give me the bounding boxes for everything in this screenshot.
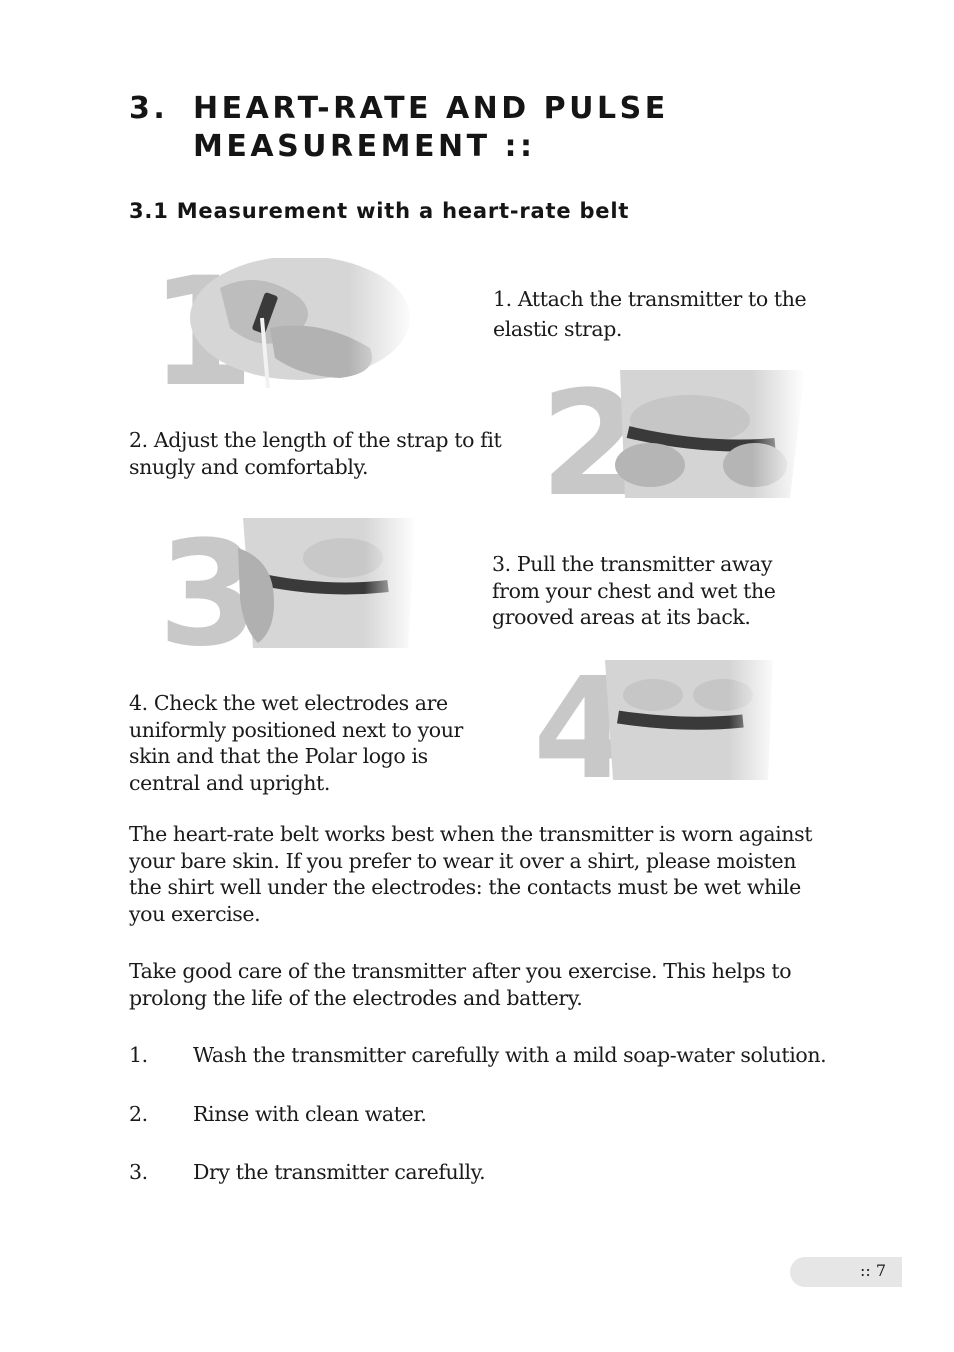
- title-line-2: MEASUREMENT ::: [193, 129, 536, 164]
- list-item: [129, 1159, 829, 1186]
- step-1-text: 1. Attach the transmitter to the elastic strap.: [493, 287, 807, 341]
- list-item-text: Dry the transmitter carefully.: [193, 1160, 486, 1184]
- paragraph-bare-skin: The heart-rate belt works best when the transmitter is worn against your bare skin. If you prefer to wear it over a shirt, please moisten the shirt well under the electrodes: the contacts must be wet while you exercise.: [129, 822, 813, 926]
- step-1-illustration: [150, 258, 415, 390]
- list-item-text: Wash the transmitter carefully with a mild soap-water solution.: [193, 1043, 827, 1067]
- list-item: [129, 1042, 829, 1069]
- page-title: [129, 90, 669, 166]
- step-2-text: 2. Adjust the length of the strap to fit snugly and comfortably.: [129, 428, 502, 479]
- step-3-text: 3. Pull the transmitter away from your chest and wet the grooved areas at its back.: [492, 552, 776, 629]
- list-item: [129, 1101, 829, 1128]
- step-4-illustration: [533, 655, 778, 783]
- list-item-number: 3.: [129, 1160, 148, 1184]
- step-4-text: 4. Check the wet electrodes are uniformly positioned next to your skin and that the Polar logo is central and upright.: [129, 691, 463, 795]
- step-3-illustration: [158, 518, 416, 648]
- list-item-number: 1.: [129, 1043, 148, 1067]
- list-item-text: Rinse with clean water.: [193, 1102, 427, 1126]
- section-subheading: 3.1 Measurement with a heart-rate belt: [129, 199, 630, 223]
- title-line-1: 3. HEART-RATE AND PULSE: [129, 91, 669, 126]
- paragraph-care: Take good care of the transmitter after you exercise. This helps to prolong the life of the electrodes and battery.: [129, 959, 792, 1010]
- step-2-illustration: [540, 370, 805, 498]
- page-number: :: 7: [859, 1261, 886, 1280]
- list-item-number: 2.: [129, 1102, 148, 1126]
- section-number: 3.: [129, 91, 169, 126]
- page-number-tab: [790, 1257, 902, 1287]
